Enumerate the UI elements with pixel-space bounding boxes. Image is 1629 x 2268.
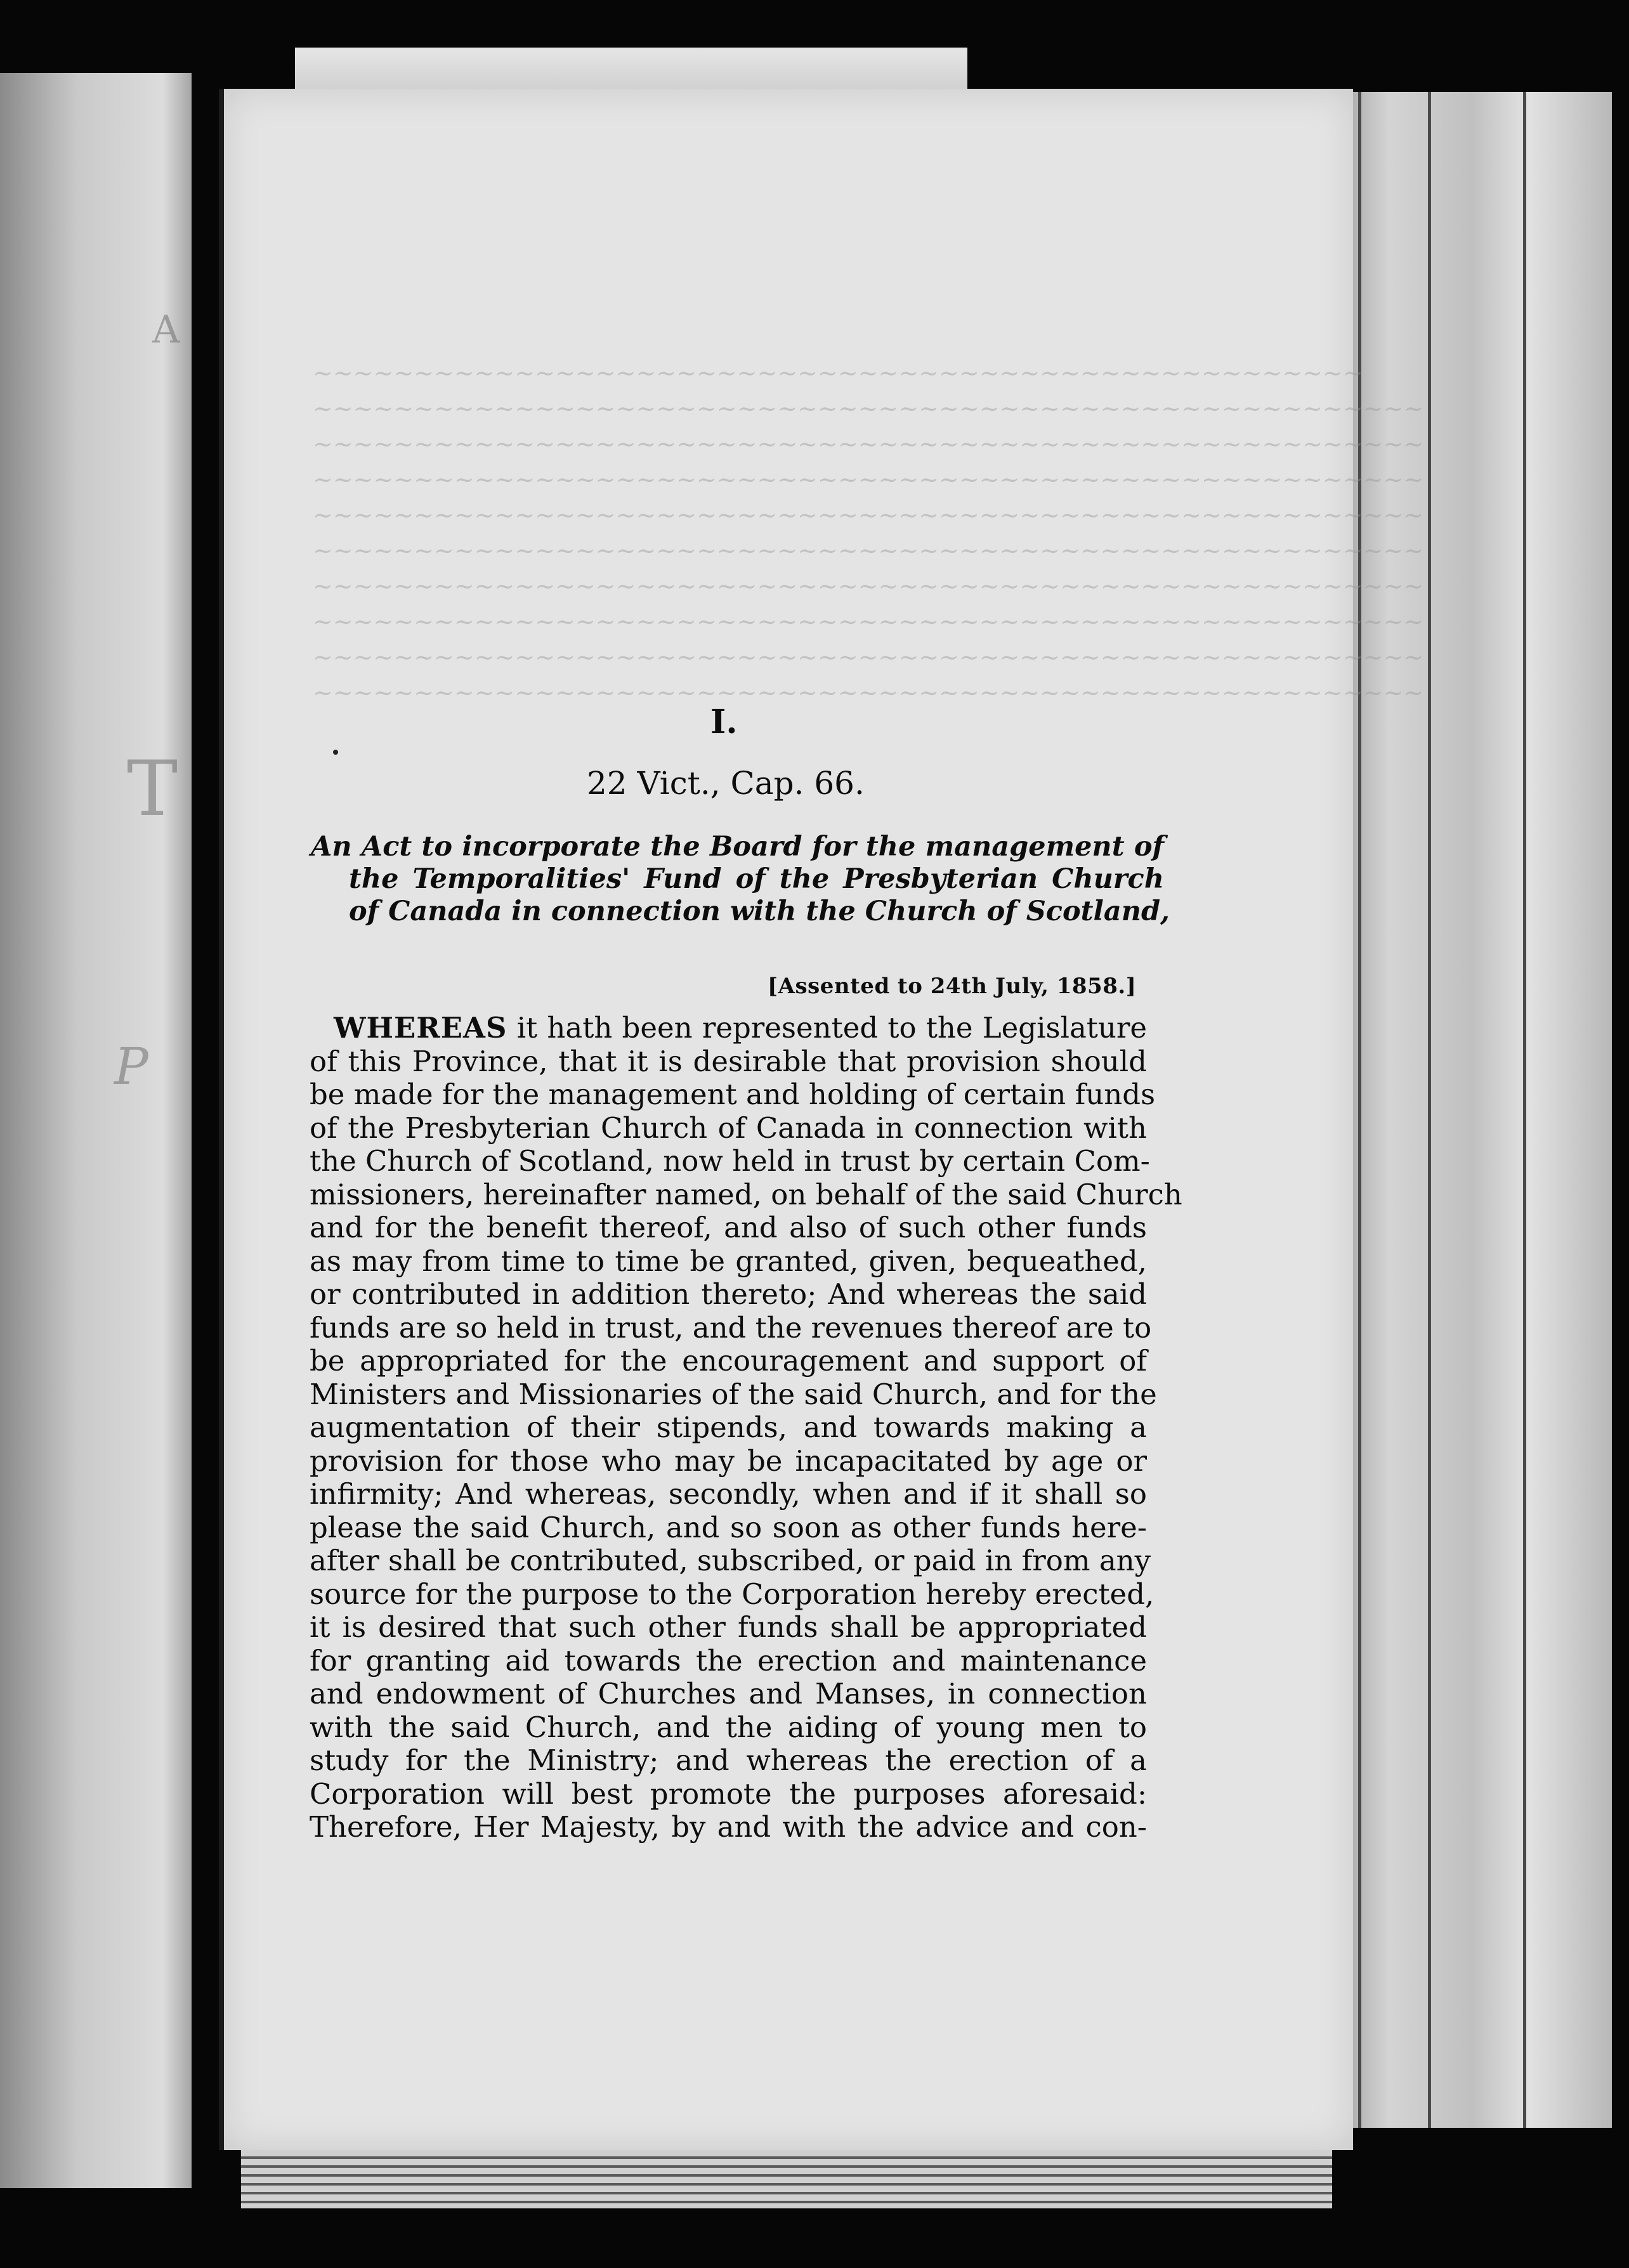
act-title-line: An Act to incorporate the Board for the management of xyxy=(311,831,1164,863)
chapter-citation: 22 Vict., Cap. 66. xyxy=(587,765,865,802)
preamble-line: for granting aid towards the erection and maintenance xyxy=(310,1643,1147,1678)
preamble-line: and for the benefit thereof, and also of such other funds xyxy=(310,1211,1147,1244)
bottom-page-edge xyxy=(241,2150,1332,2208)
preamble-line: and endowment of Churches and Manses, in connection xyxy=(310,1677,1147,1711)
preamble-line: after shall be contributed, subscribed, or paid in from any xyxy=(310,1544,1151,1577)
preamble-line: Therefore, Her Majesty, by and with the advice and con- xyxy=(310,1810,1147,1844)
preamble-line: funds are so held in trust, and the revenues thereof are to xyxy=(310,1310,1152,1345)
preamble-line: the Church of Scotland, now held in trust by certain Com- xyxy=(310,1144,1150,1178)
act-title-line: the Temporalities' Fund of the Presbyterian Church xyxy=(349,863,1164,895)
preamble-line: source for the purpose to the Corporation hereby erected, xyxy=(310,1577,1155,1611)
top-page-edge xyxy=(295,48,967,94)
act-title xyxy=(311,831,1170,928)
section-numeral: I. xyxy=(710,703,738,741)
left-page-ghost-letter: T xyxy=(127,745,178,833)
preamble-text xyxy=(310,1011,1182,1844)
preamble-lead-word: WHEREAS xyxy=(334,1011,507,1045)
show-through-text: ~~~~~~~~~~~~~~~~~~~~~~~~~~~~~~~~~~~~~~~~~~~~~~~~~~~~ ~~~~~~~~~~~~~~~~~~~~~~~~~~~~~~~~~~~~~~~~~~~~~~~~~~~~~~~ ~~~~~~~~~~~~~~~~~~~~~~~~~~~~~~~~~~~~~~~~~~~~~~~~~~~~~~~ ~~~~~~~~~~~~~~~~~~~~~~~~~~~~~~~~~~~~~~~~~~~~~~~~~~~~~~~ ~~~~~~~~~~~~~~~~~~~~~~~~~~~~~~~~~~~~~~~~~~~~~~~~~~~~~~~ ~~~~~~~~~~~~~~~~~~~~~~~~~~~~~~~~~~~~~~~~~~~~~~~~~~~~~~~ ~~~~~~~~~~~~~~~~~~~~~~~~~~~~~~~~~~~~~~~~~~~~~~~~~~~~~~~ ~~~~~~~~~~~~~~~~~~~~~~~~~~~~~~~~~~~~~~~~~~~~~~~~~~~~~~~ ~~~~~~~~~~~~~~~~~~~~~~~~~~~~~~~~~~~~~~~~~~~~~~~~~~~~~~~ ~~~~~~~~~~~~~~~~~~~~~~~~~~~~~~~~~~~~~~~~~~~~~~~~~~~~~~~ xyxy=(313,359,1424,707)
left-page-ghost-letter: A xyxy=(152,308,180,352)
preamble-line: please the said Church, and so soon as other funds here- xyxy=(310,1510,1147,1544)
preamble-line: of this Province, that it is desirable that provision should xyxy=(310,1044,1147,1078)
left-page-ghost-letter: P xyxy=(114,1037,148,1096)
preamble-first-line-rest: it hath been represented to the Legislature xyxy=(507,1011,1147,1045)
preamble-line: provision for those who may be incapacitated by age or xyxy=(310,1444,1147,1478)
preamble-line: be appropriated for the encouragement and support of xyxy=(310,1344,1147,1378)
preamble-line: missioners, hereinafter named, on behalf of the said Church xyxy=(310,1177,1182,1211)
preamble-line: infirmity; And whereas, secondly, when and if it shall so xyxy=(310,1477,1147,1511)
act-title-line: of Canada in connection with the Church of Scotland, xyxy=(349,896,1170,927)
preamble-line: as may from time to time be granted, given, bequeathed, xyxy=(310,1244,1147,1278)
page-edge-line xyxy=(1523,92,1526,2128)
preamble-line: Ministers and Missionaries of the said Church, and for the xyxy=(310,1377,1157,1411)
preamble-line: Corporation will best promote the purposes aforesaid: xyxy=(310,1776,1147,1811)
assent-date: [Assented to 24th July, 1858.] xyxy=(768,974,1137,999)
ink-speck xyxy=(333,750,338,755)
preamble-line xyxy=(310,1012,1147,1045)
preamble-line: augmentation of their stipends, and towards making a xyxy=(310,1411,1147,1444)
preamble-line: study for the Ministry; and whereas the erection of a xyxy=(310,1743,1147,1777)
preamble-line: with the said Church, and the aiding of young men to xyxy=(310,1710,1147,1744)
preamble-line: or contributed in addition thereto; And whereas the said xyxy=(310,1277,1147,1311)
preamble-line: it is desired that such other funds shall be appropriated xyxy=(310,1610,1147,1644)
preamble-line: be made for the management and holding of certain funds xyxy=(310,1078,1156,1111)
preamble-line: of the Presbyterian Church of Canada in connection with xyxy=(310,1111,1147,1145)
left-page-edge xyxy=(0,73,192,2188)
page-edge-line xyxy=(1428,92,1431,2128)
